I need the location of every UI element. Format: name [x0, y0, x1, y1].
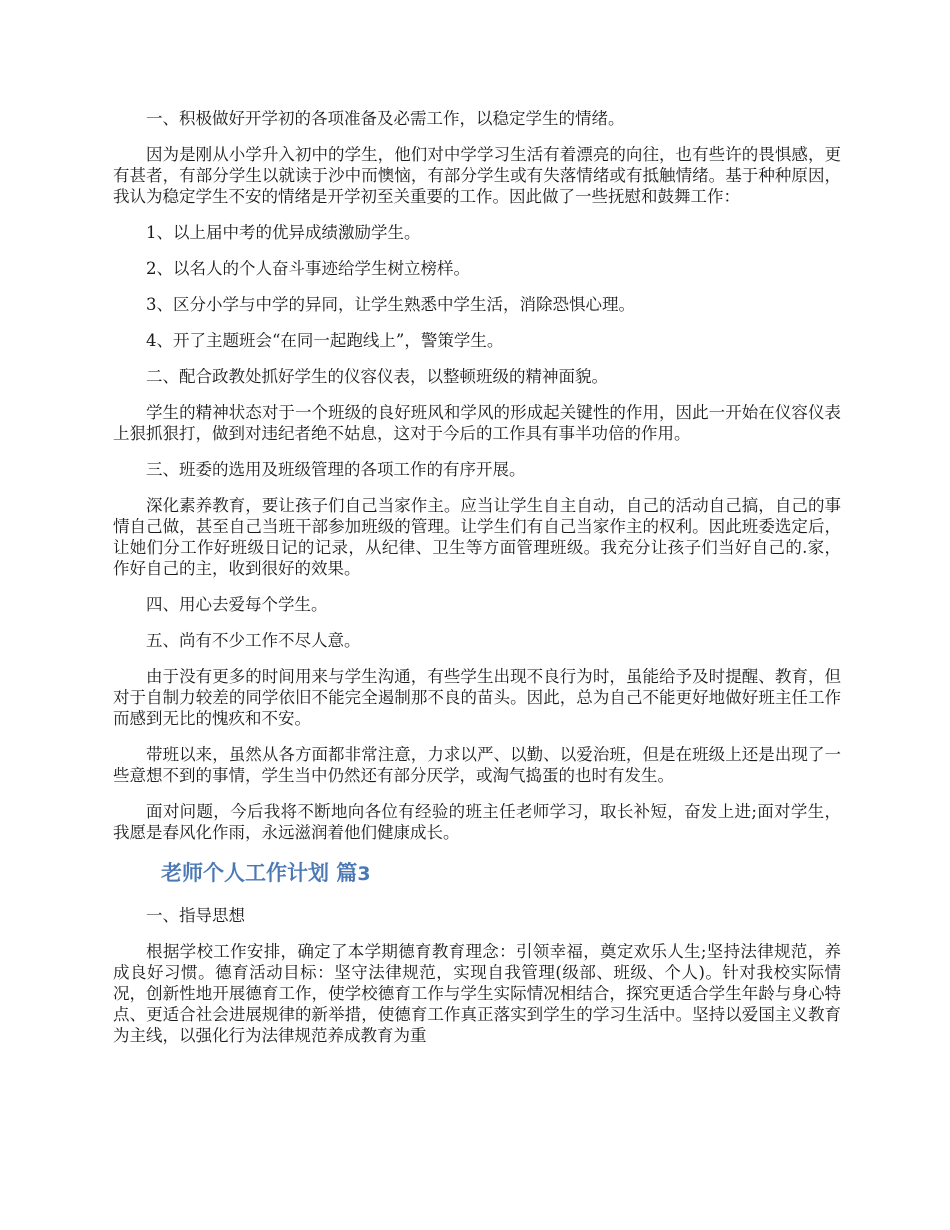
- section-heading-1: 一、积极做好开学初的各项准备及必需工作，以稳定学生的情绪。: [146, 109, 625, 128]
- section-heading-guiding: 一、指导思想: [146, 906, 245, 925]
- list-item-2: 2、以名人的个人奋斗事迹给学生树立榜样。: [146, 259, 470, 278]
- paragraph: 学生的精神状态对于一个班级的良好班风和学风的形成起关键性的作用，因此一开始在仪容仪表上狠抓狠打，做到对违纪者绝不姑息，这对于今后的工作具有事半功倍的作用。: [113, 403, 841, 443]
- article-heading-number: 3: [357, 863, 371, 885]
- paragraph: 面对问题，今后我将不断地向各位有经验的班主任老师学习，取长补短，奋发上进;面对学生，我愿是春风化作雨，永远滋润着他们健康成长。: [113, 802, 841, 842]
- paragraph: 带班以来，虽然从各方面都非常注意，力求以严、以勤、以爱治班，但是在班级上还是出现了一些意想不到的事情，学生当中仍然还有部分厌学，或淘气捣蛋的也时有发生。: [113, 745, 841, 785]
- section-heading-3: 三、班委的选用及班级管理的各项工作的有序开展。: [146, 460, 526, 479]
- document-body: [113, 108, 841, 1061]
- article-heading-title: 老师个人工作计划 篇: [161, 861, 358, 885]
- section-heading-4: 四、用心去爱每个学生。: [146, 595, 328, 614]
- section-heading-5: 五、尚有不少工作不尽人意。: [146, 631, 361, 650]
- paragraph: 由于没有更多的时间用来与学生沟通，有些学生出现不良行为时，虽能给予及时提醒、教育，但对于自制力较差的同学依旧不能完全遏制那不良的苗头。因此，总为自己不能更好地做好班主任工作而感到无比的愧疚和不安。: [113, 667, 841, 728]
- paragraph: 深化素养教育，要让孩子们自己当家作主。应当让学生自主自动，自己的活动自己搞，自己的事情自己做，甚至自己当班干部参加班级的管理。让学生们有自己当家作主的权利。因此班委选定后，让她们分工作好班级日记的记录，从纪律、卫生等方面管理班级。我充分让孩子们当好自己的.家，作好自己的主，收到很好的效果。: [113, 496, 841, 578]
- list-item-4: 4、开了主题班会“在同一起跑线上”，警策学生。: [146, 331, 504, 350]
- paragraph: 根据学校工作安排，确定了本学期德育教育理念：引领幸福，奠定欢乐人生;坚持法律规范，养成良好习惯。德育活动目标：坚守法律规范，实现自我管理(级部、班级、个人)。针对我校实际情况，创新性地开展德育工作，使学校德育工作与学生实际情况相结合，探究更适合学生年龄与身心特点、更适合社会进展规律的新举措，使德育工作真正落实到学生的学习生活中。坚持以爱国主义教育为主线，以强化行为法律规范养成教育为重: [113, 942, 841, 1045]
- list-item-1: 1、以上届中考的优异成绩激励学生。: [146, 223, 421, 242]
- section-heading-2: 二、配合政教处抓好学生的仪容仪表，以整顿班级的精神面貌。: [146, 367, 608, 386]
- paragraph: 因为是刚从小学升入初中的学生，他们对中学学习生活有着漂亮的向往，也有些许的畏惧感，更有甚者，有部分学生以就读于沙中而懊恼，有部分学生或有失落情绪或有抵触情绪。基于种种原因，我认为稳定学生不安的情绪是开学初至关重要的工作。因此做了一些抚慰和鼓舞工作：: [113, 145, 841, 206]
- list-item-3: 3、区分小学与中学的异同，让学生熟悉中学生活，消除恐惧心理。: [146, 295, 635, 314]
- article-heading: [113, 858, 841, 889]
